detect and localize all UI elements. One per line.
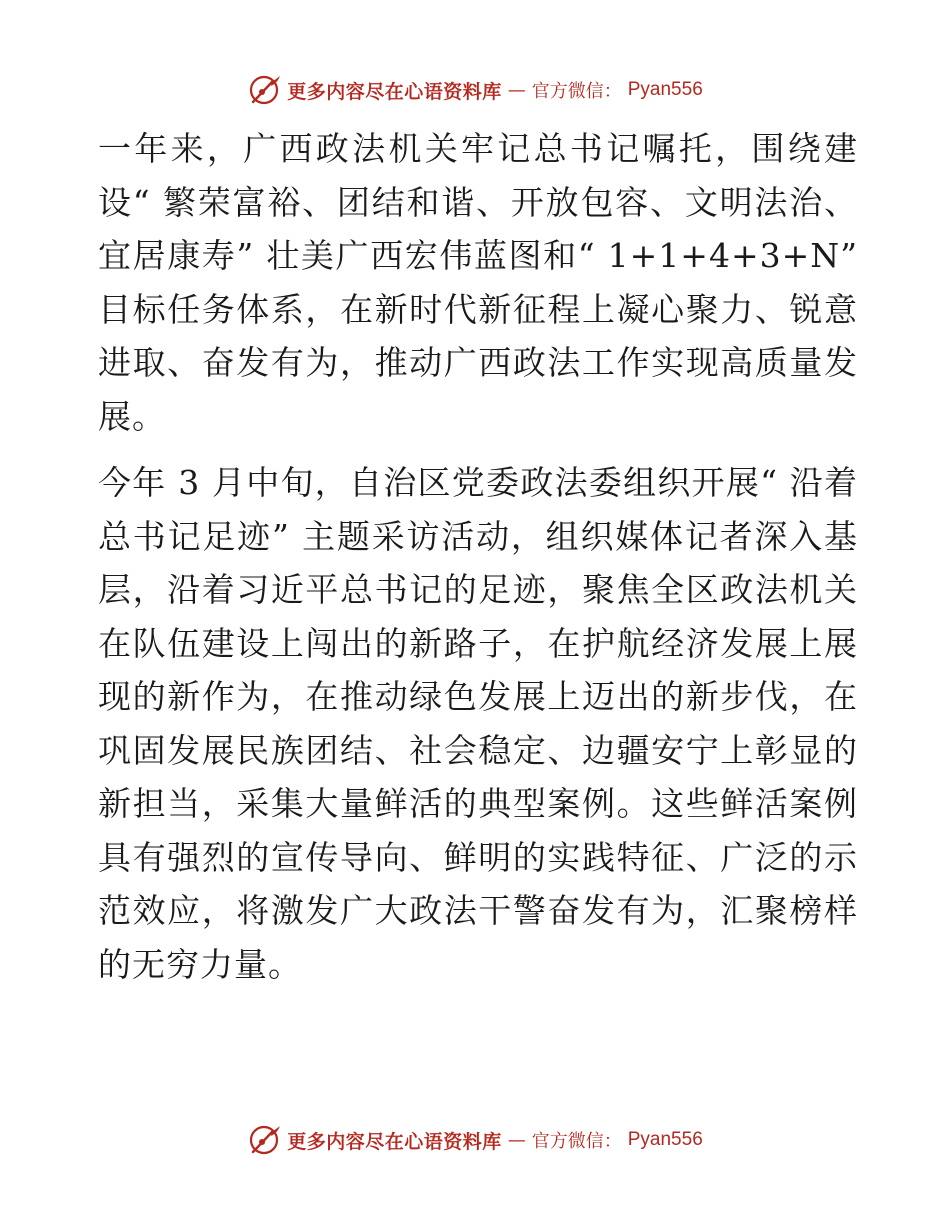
banner-official-label: 官方微信： — [531, 1131, 622, 1152]
banner-account-id: Pyan556 — [627, 79, 703, 100]
banner-brand-text: 更多内容尽在心语资料库 — [287, 80, 502, 103]
footer-banner — [0, 1120, 950, 1160]
banner-official-label: 官方微信： — [531, 81, 622, 102]
banner-separator: — — [507, 1129, 526, 1151]
banner-separator: — — [507, 79, 526, 101]
header-banner — [0, 70, 950, 110]
banner-account-id: Pyan556 — [627, 1129, 703, 1150]
quill-pen-logo-icon — [247, 1123, 281, 1157]
banner-brand-text: 更多内容尽在心语资料库 — [287, 1130, 502, 1153]
document-body — [98, 122, 858, 991]
paragraph-2: 今年 3 月中旬，自治区党委政法委组织开展“ 沿着总书记足迹” 主题采访活动，组织媒体记者深入基层，沿着习近平总书记的足迹，聚焦全区政法机关在队伍建设上闯出的新路子，在护航经济发展上展现的新作为，在推动绿色发展上迈出的新步伐，在巩固发展民族团结、社会稳定、边疆安宁上彰显的新担当，采集大量鲜活的典型案例。这些鲜活案例具有强烈的宣传导向、鲜明的实践特征、广泛的示范效应，将激发广大政法干警奋发有为，汇聚榜样的无穷力量。 — [98, 463, 858, 984]
paragraph-1: 一年来，广西政法机关牢记总书记嘱托，围绕建设“ 繁荣富裕、团结和谐、开放包容、文明法治、宜居康寿” 壮美广西宏伟蓝图和“ 1+1+4+3+N” 目标任务体系，在新时代新征程上凝心聚力、锐意进取、奋发有为，推动广西政法工作实现高质量发展。 — [98, 129, 858, 436]
quill-pen-logo-icon — [247, 73, 281, 107]
